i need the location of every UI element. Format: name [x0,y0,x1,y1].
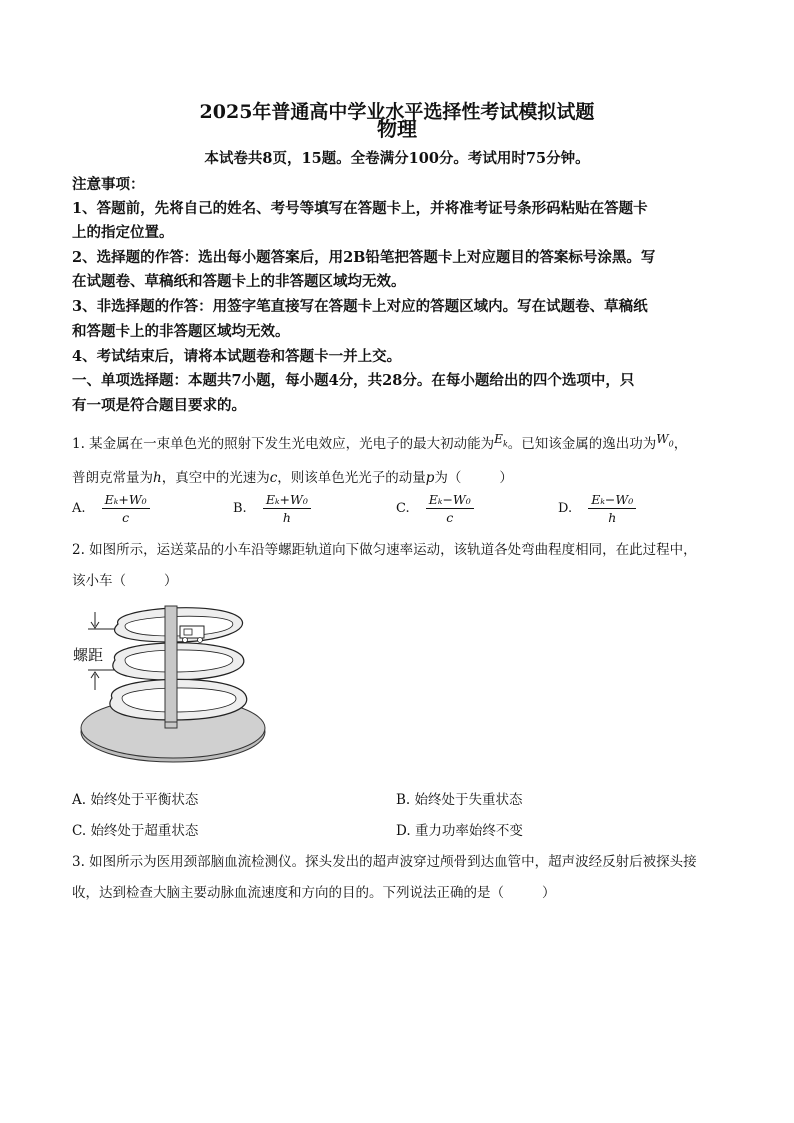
q1-option-d[interactable]: D. $\frac{\text{Eₖ−W₀}}{h}$ [558,492,636,525]
q1-option-b[interactable]: B. $\frac{\text{Eₖ+W₀}}{h}$ [233,492,311,525]
notice-line: 和答题卡上的非答题区域均无效。 [72,323,290,340]
q1-line2: 普朗克常量为h，真空中的光速为c，则该单色光光子的动量p为（ ） [72,470,513,486]
q2-option-d[interactable]: D. 重力功率始终不变 [396,823,523,839]
q3-line2: 收，达到检查大脑主要动脉血流速度和方向的目的。下列说法正确的是（ ） [72,885,556,901]
notice-line: 在试题卷、草稿纸和答题卡上的非答题区域均无效。 [72,273,406,290]
notice-line: 1、答题前，先将自己的姓名、考号等填写在答题卡上，并将准考证号条形码粘贴在答题卡 [72,200,648,217]
q2-option-b[interactable]: B. 始终处于失重状态 [396,792,523,808]
notice-line: 上的指定位置。 [72,224,174,241]
q2-option-c[interactable]: C. 始终处于超重状态 [72,823,199,839]
notice-line: 3、非选择题的作答：用签字笔直接写在答题卡上对应的答题区域内。写在试题卷、草稿纸 [72,298,648,315]
section-heading: 一、单项选择题：本题共7小题，每小题4分，共28分。在每小题给出的四个选项中，只 [72,372,635,389]
notice-line: 2、选择题的作答：选出每小题答案后，用2B铅笔把答题卡上对应题目的答案标号涂黑。写 [72,249,656,266]
spiral-track-figure [70,598,270,768]
q1-line1: 1. 某金属在一束单色光的照射下发生光电效应，光电子的最大初动能为$E_k$。已知该金属的逸出功为$W_0$， [72,432,688,452]
q2-line1: 2. 如图所示，运送菜品的小车沿等螺距轨道向下做匀速率运动，该轨道各处弯曲程度相同，在此过程中， [72,542,697,558]
notice-line: 4、考试结束后，请将本试题卷和答题卡一并上交。 [72,348,402,365]
q1-option-a[interactable]: A. $\frac{\text{Eₖ+W₀}}{c}$ [72,492,150,525]
section-heading-cont: 有一项是符合题目要求的。 [72,397,246,414]
q1-option-c[interactable]: C. $\frac{\text{Eₖ−W₀}}{c}$ [396,492,474,525]
pitch-label: 螺距 [73,646,104,664]
subject-title: 物理 [377,117,417,141]
exam-title: 2025年普通高中学业水平选择性考试模拟试题 [199,101,595,123]
q2-line2: 该小车（ ） [72,573,178,589]
q2-option-a[interactable]: A. 始终处于平衡状态 [72,792,199,808]
q3-line1: 3. 如图所示为医用颈部脑血流检测仪。探头发出的超声波穿过颅骨到达血管中，超声波经反射后被探头接 [72,854,697,870]
notice-heading: 注意事项： [72,176,145,193]
exam-info: 本试卷共8页，15题。全卷满分100分。考试用时75分钟。 [204,150,590,167]
